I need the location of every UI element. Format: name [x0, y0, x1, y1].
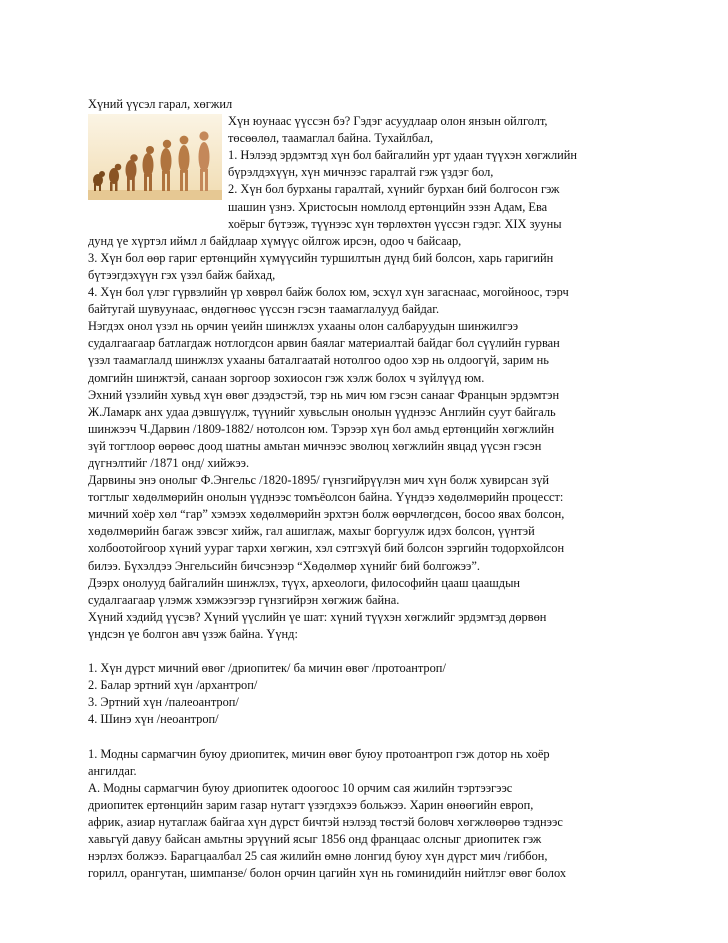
body-line: 4. Хүн бол үлэг гүрвэлийн үр хөврөл байж болох юм, эсхүл хүн загаснаас, могойноос, тэрч — [88, 285, 569, 300]
intro-line: төсөөлөл, таамаглал байна. Тухайлбал, — [228, 131, 434, 146]
list-item: 4. Шинэ хүн /неоантроп/ — [88, 712, 219, 727]
body-line: дунд үе хүртэл иймл л байдлаар хүмүүс ойлгож ирсэн, одоо ч байсаар, — [88, 233, 462, 248]
body-line: горилл, орангутан, шимпанзе/ болон орчин цагийн хүн нь гоминидийн нийтлэг өвөг болох — [88, 866, 567, 881]
intro-line: шашин үзнэ. Христосын номлолд ертөнцийн эзэн Адам, Ева — [228, 199, 548, 214]
human-evolution-icon — [88, 114, 222, 200]
blank-line — [88, 728, 648, 745]
body-line: хавьгүй давуу байсан амьтны эрүүний ясыг 1856 онд францаас олсныг дриопитек гэж — [88, 832, 542, 847]
body-line: үзэл таамаглалд шинжлэх ухааны баталгаатай нотолгоо одоо хэр нь олдоогүй, зарим нь — [88, 353, 549, 368]
list-item: 1. Хүн дүрст мичний өвөг /дриопитек/ ба мичин өвөг /протоантроп/ — [88, 661, 446, 676]
body-line: Дарвины энэ онолыг Ф.Энгельс /1820-1895/ гүнзгийрүүлэн мич хүн болж хувирсан зүй — [88, 473, 550, 488]
body-line: Нэгдэх онол үзэл нь орчин үеийн шинжлэх ухааны олон салбаруудын шинжилгээ — [88, 319, 519, 334]
body-line: Эхний үзэлийн хувьд хүн өвөг дээдэстэй, тэр нь мич юм гэсэн санааг Францын эрдэмтэн — [88, 387, 560, 402]
body-line: тогтлыг хөдөлмөрийн онолын үүднээс томъёолсон байна. Үүндээ хөдөлмөрийн процесст: — [88, 490, 564, 505]
body-line: байтугай шувуунаас, өндөгнөөс үүссэн гэсэн таамаглалууд байдаг. — [88, 302, 440, 317]
intro-line: Хүн юунаас үүссэн бэ? Гэдэг асуудлаар олон янзын ойлголт, — [228, 114, 548, 129]
list-item: 2. Балар эртний хүн /архантроп/ — [88, 678, 258, 693]
document-page — [88, 96, 648, 882]
body-line: шинжээч Ч.Дарвин /1809-1882/ нотолсон юм. Тэрээр хүн бол амьд ертөнцийн хөгжлийн — [88, 421, 555, 436]
body-line: хөдөлмөрийн багаж зэвсэг хийж, гал ашиглаж, махыг боргуулж идэх болсон, үүнтэй — [88, 524, 535, 539]
body-line: судалгаагаар батлагдаж нотлогдсон арвин баялаг материалтай байдаг бол сүүлийн гурван — [88, 336, 560, 351]
document-title: Хүний үүсэл гарал, хөгжил — [88, 97, 233, 111]
body-line: 3. Хүн бол өөр гариг ертөнцийн хүмүүсийн туршилтын дүнд бий болсон, харь гаригийн — [88, 250, 554, 265]
body-line: дүгнэлтийг /1871 онд/ хийжээ. — [88, 455, 250, 470]
body-line: Хүний хэдийд үүсэв? Хүний үүслийн үе шат: хүний түүхэн хөгжлийг эрдэмтэд дөрвөн — [88, 609, 547, 624]
intro-line: бүрэлдэхүүн, хүн мичнээс гаралтай гэж үздэг бол, — [228, 165, 494, 180]
body-line: билээ. Бүхэлдээ Энгельсийн бичсэнээр “Хөдөлмөр хүнийг бий болгожээ”. — [88, 558, 480, 573]
body-line: 1. Модны сармагчин буюу дриопитек, мичин өвөг буюу протоантроп гэж дотор нь хоёр — [88, 746, 550, 761]
evolution-image — [88, 114, 222, 200]
body-line: үндсэн үе болгон авч үзэж байна. Үүнд: — [88, 626, 298, 641]
blank-line — [88, 643, 648, 660]
intro-line: хоёрыг бүтээж, түүнээс хүн төрлөхтөн үүссэн гэдэг. XIX зууны — [228, 216, 562, 231]
body-line: мичний хоёр хөл “гар” хэмээх хөдөлмөрийн эрхтэн болж өөрчлөгдсөн, босоо явах болсон, — [88, 507, 565, 522]
body-line: А. Модны сармагчин буюу дриопитек одоогоос 10 орчим сая жилийн тэртээгээс — [88, 780, 513, 795]
list-item: 3. Эртний хүн /палеоантроп/ — [88, 695, 239, 710]
body-line: Дээрх онолууд байгалийн шинжлэх, түүх, археологи, философийн цааш цаашдын — [88, 575, 521, 590]
body-line: нэрлэх болжээ. Барагцаалбал 25 сая жилийн өмнө лонгид буюу хүн дүрст мич /гиббон, — [88, 849, 548, 864]
body-line: Ж.Ламарк анх удаа дэвшүүлж, түүнийг хувьслын онолын үүднээс Английн суут байгаль — [88, 404, 556, 419]
body-line: судалгаагаар үлэмж хэмжээгээр гүнзгийрэн хөгжиж байна. — [88, 592, 400, 607]
body-line: африк, азиар нутаглаж байгаа хүн дүрст бичтэй нэлээд төстэй боловч хөгжлөөрөө тэднээс — [88, 814, 563, 829]
intro-line: 2. Хүн бол бурханы гаралтай, хүнийг бурхан бий болгосон гэж — [228, 182, 560, 197]
intro-line: 1. Нэлээд эрдэмтэд хүн бол байгалийн урт удаан түүхэн хөгжлийн — [228, 148, 578, 163]
body-line: зүй тогтлоор өөрөөс доод шатны амьтан мичнээс эволюц хөгжлийн явцад үүсэн гэсэн — [88, 438, 542, 453]
body-line: бүтээгдэхүүн гэх үзэл байж байхад, — [88, 267, 276, 282]
body-line: дриопитек ертөнцийн зарим газар нутагт үзэгдэхээ больжээ. Харин өнөөгийн европ, — [88, 797, 534, 812]
body-line: ангилдаг. — [88, 763, 137, 778]
body-line: холбоотойгоор хүний уураг тархи хөгжин, хэл сэтгэхүй бий болсон зэргийн тодорхойлсон — [88, 541, 565, 556]
body-line: домгийн шинжтэй, санаан зоргоор зохиосон гэж хэлж болох ч зүйлүүд юм. — [88, 370, 485, 385]
